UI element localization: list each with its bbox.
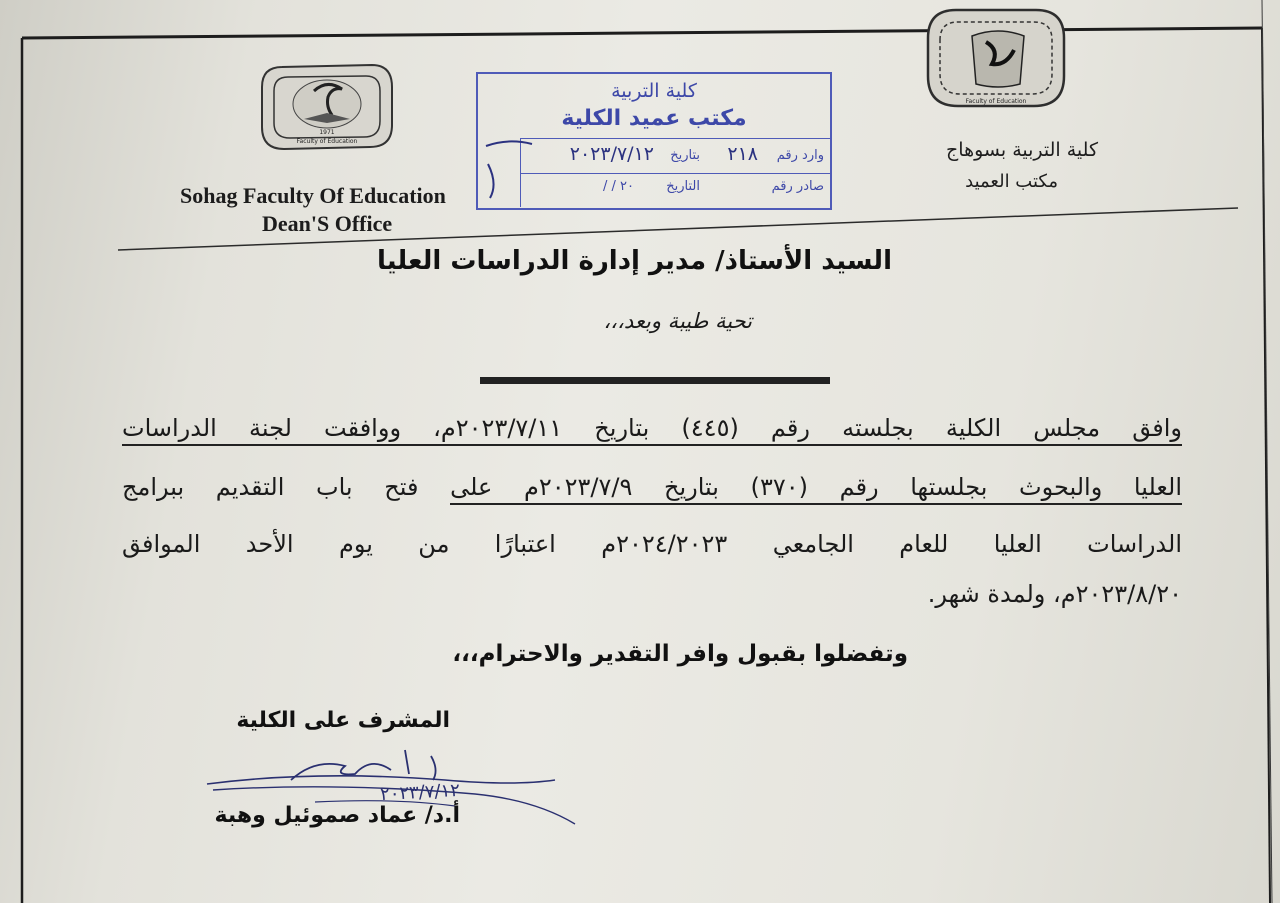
faculty-emblem-right: [920, 2, 1072, 112]
stamp-grid: [520, 138, 830, 207]
body-line-2-underlined: العليا والبحوث بجلستها رقم (٣٧٠) بتاريخ ٢٠٢٣/٧/٩م على: [450, 473, 1182, 505]
body-line-1-text: وافق مجلس الكلية بجلسته رقم (٤٤٥) بتاريخ ٢٠٢٣/٧/١١م، ووافقت لجنة الدراسات: [122, 414, 1182, 446]
body-line-1: [122, 414, 1182, 442]
arabic-office-name: مكتب العميد: [965, 171, 1058, 192]
stamp-date-value: ٢٠٢٣/٧/١٢: [569, 143, 654, 165]
right-logo-caption: Faculty of Education: [965, 98, 1027, 105]
left-logo-caption: Faculty of Education: [296, 138, 358, 145]
stamp-outgoing-date-label: التاريخ: [666, 179, 700, 194]
signature-handwritten-date: ٢٠٢٣/٧/١٢: [379, 779, 461, 806]
signatory-name: أ.د/ عماد صموئيل وهبة: [214, 803, 460, 828]
english-faculty-name: Sohag Faculty Of Education: [180, 183, 446, 208]
body-line-2-rest: فتح باب التقديم ببرامج: [122, 473, 451, 501]
signatory-title: المشرف على الكلية: [236, 708, 450, 733]
stamp-outgoing-date-blank: ٢٠ / /: [603, 179, 634, 194]
arabic-faculty-name: كلية التربية بسوهاج: [946, 139, 1098, 161]
letter-addressee: السيد الأستاذ/ مدير إدارة الدراسات العليا: [377, 246, 892, 276]
stamp-incoming-row: [521, 139, 830, 174]
body-line-4-text: ٢٠٢٣/٨/٢٠م، ولمدة شهر.: [927, 580, 1182, 608]
stamp-outgoing-row: [521, 173, 830, 207]
section-divider: [480, 377, 830, 384]
body-line-4: [928, 580, 1182, 608]
stamp-college-name: كلية التربية: [611, 80, 697, 102]
body-line-3: [122, 530, 1182, 558]
incoming-stamp: [476, 72, 832, 210]
stamp-incoming-label: وارد رقم: [776, 148, 824, 163]
stamp-pen-stroke: [478, 134, 538, 204]
stamp-outgoing-label: صادر رقم: [771, 179, 824, 194]
body-line-2: [122, 473, 1182, 501]
stamp-office-name: مكتب عميد الكلية: [561, 106, 747, 131]
letter-greeting: تحية طيبة وبعد،،،: [603, 309, 752, 333]
letter-closing: وتفضلوا بقبول وافر التقدير والاحترام،،،: [452, 641, 908, 667]
faculty-emblem-left: [252, 57, 402, 153]
english-office-name: Dean'S Office: [262, 211, 393, 236]
left-logo-year: 1971: [319, 129, 335, 136]
stamp-incoming-number: ٢١٨: [727, 143, 758, 165]
stamp-date-label: بتاريخ: [670, 148, 700, 163]
body-line-3-text: الدراسات العليا للعام الجامعي ٢٠٢٤/٢٠٢٣م اعتبارًا من يوم الأحد الموافق: [122, 530, 1182, 558]
